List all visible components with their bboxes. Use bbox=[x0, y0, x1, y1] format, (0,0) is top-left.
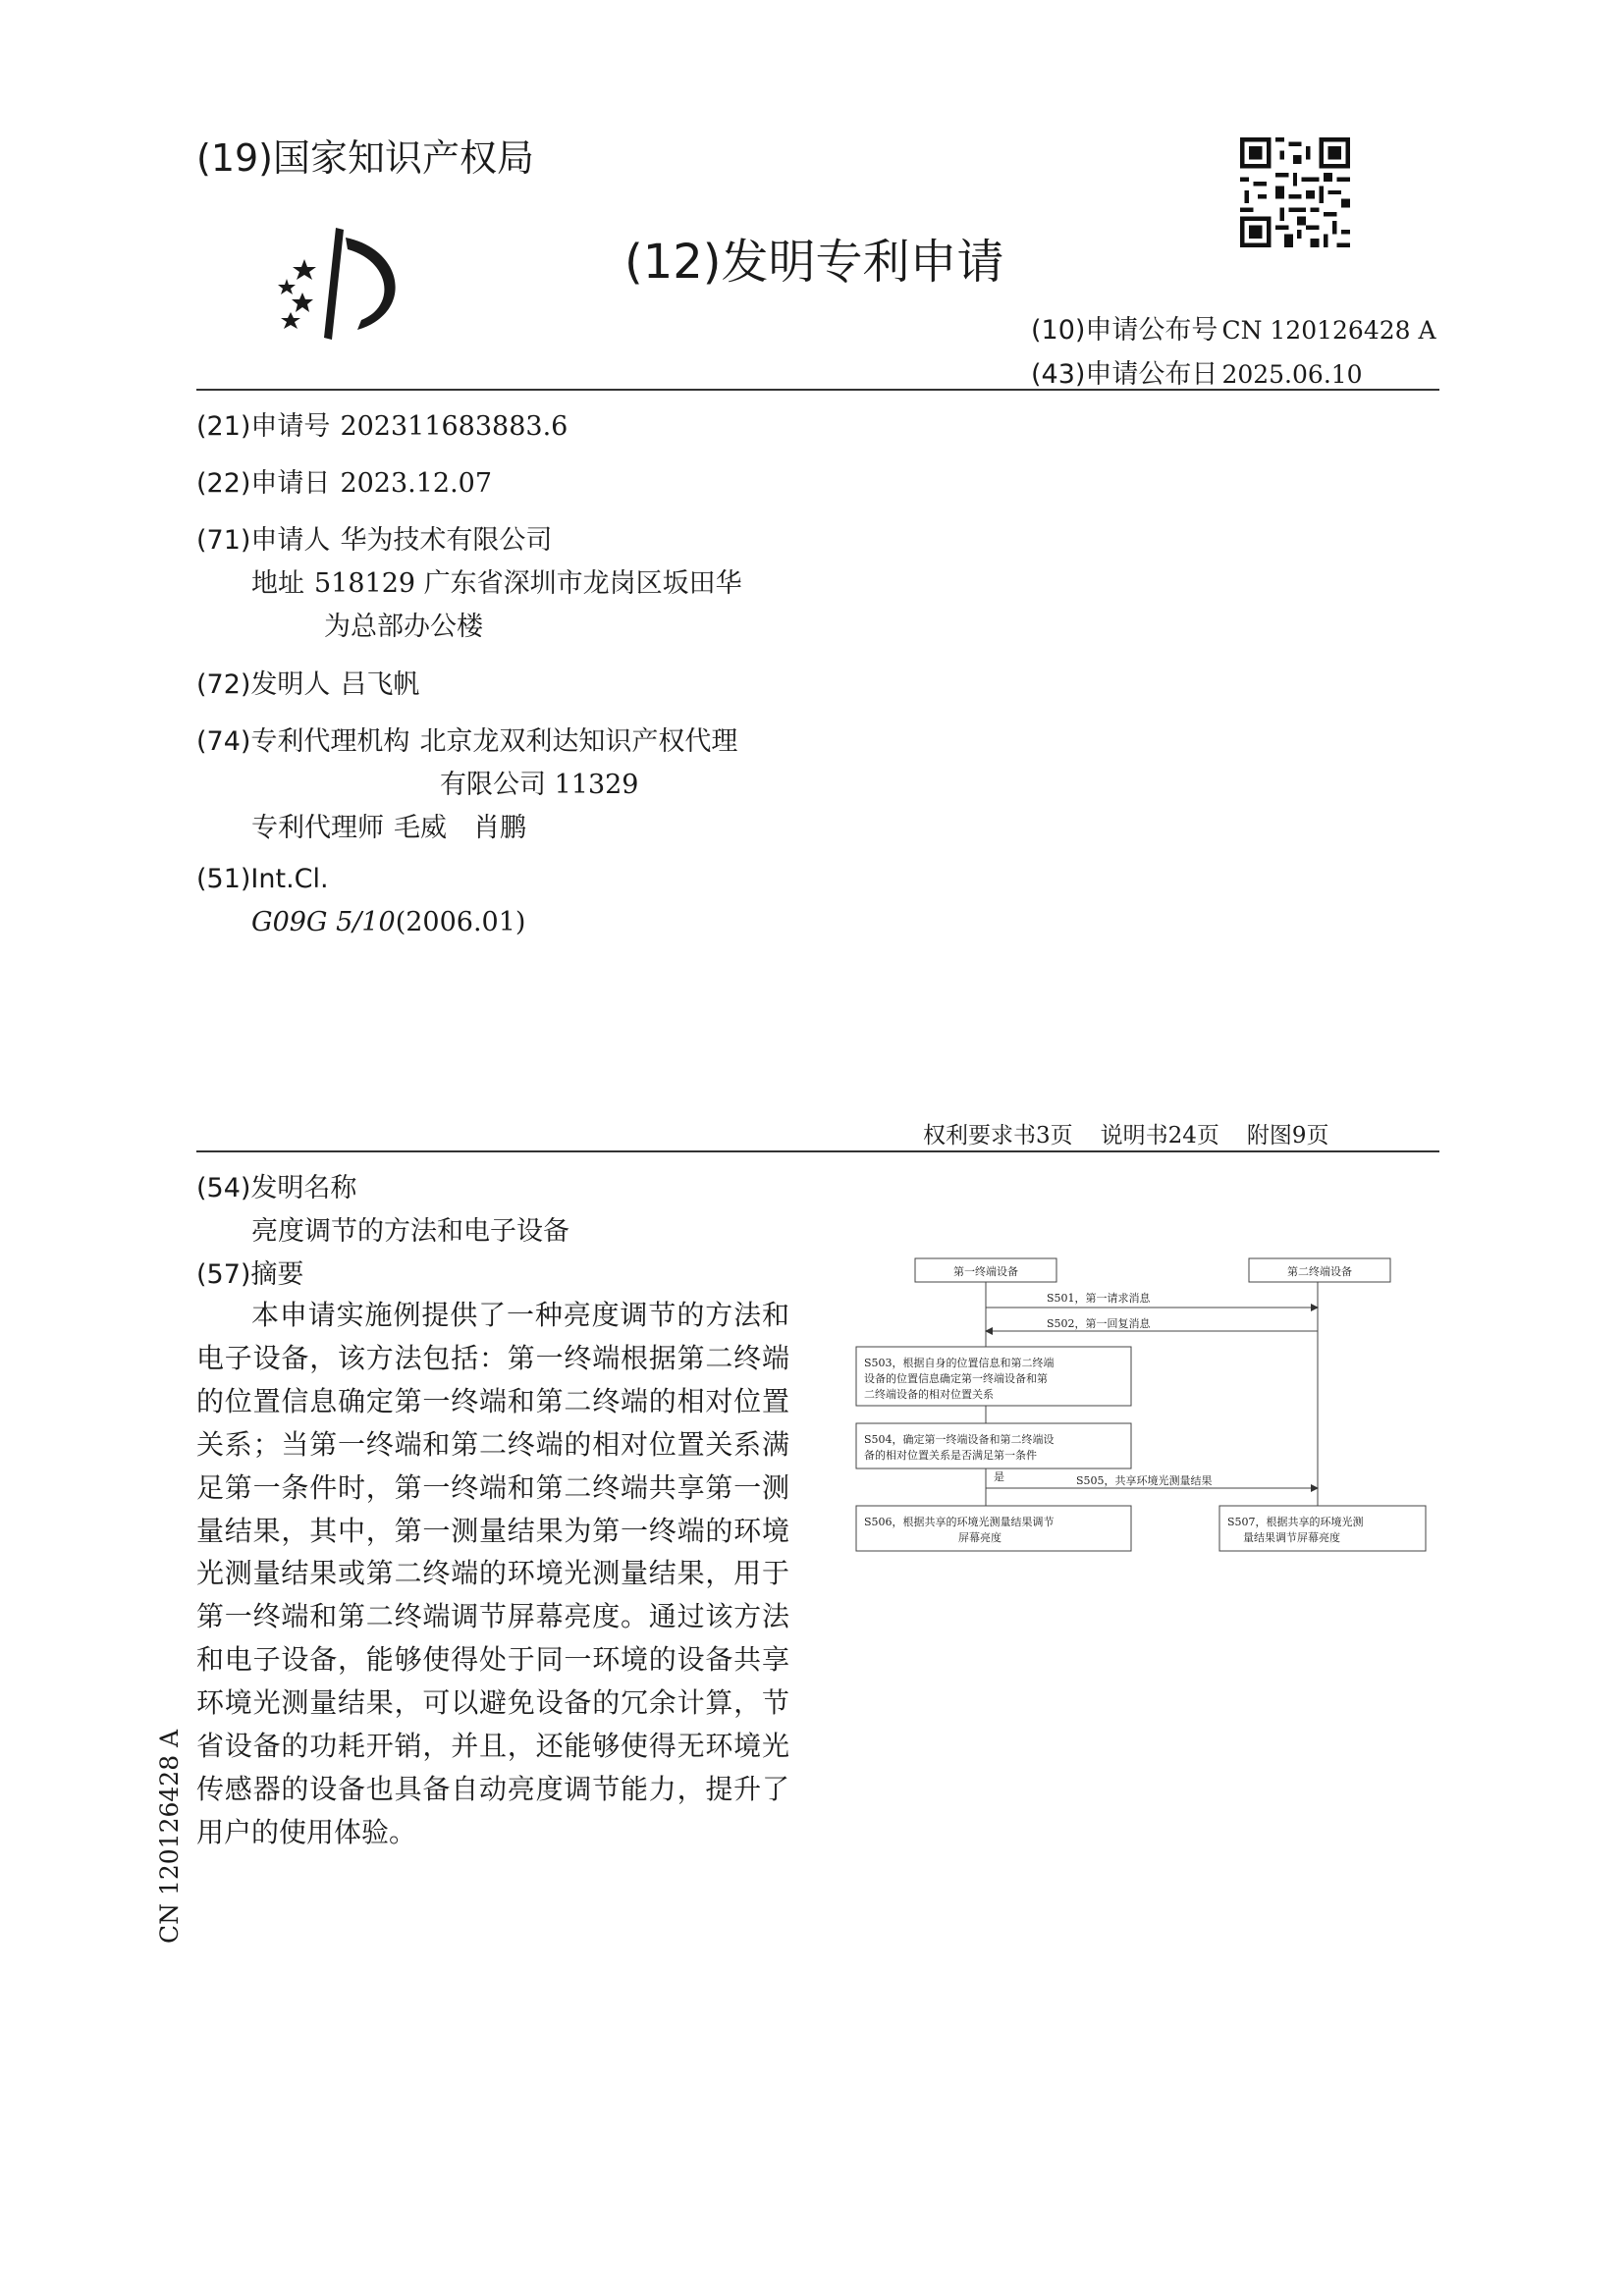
drawings-pages: 附图9页 bbox=[1246, 1123, 1329, 1148]
application-number-label: (21)申请号 bbox=[196, 411, 331, 442]
first-device-label: 第一终端设备 bbox=[953, 1265, 1018, 1278]
s504-box bbox=[856, 1423, 1131, 1468]
inventor: 吕飞帆 bbox=[340, 669, 420, 700]
application-number-row bbox=[196, 404, 568, 443]
s502-label: S502，第一回复消息 bbox=[1047, 1317, 1151, 1330]
s504-line-2: 备的相对位置关系是否满足第一条件 bbox=[864, 1449, 1037, 1462]
intcl-label: (51)Int.Cl. bbox=[196, 864, 329, 894]
applicant: 华为技术有限公司 bbox=[340, 525, 553, 556]
agency-row bbox=[196, 720, 737, 758]
s503-line-2: 设备的位置信息确定第一终端设备和第 bbox=[864, 1372, 1048, 1385]
yes-label: 是 bbox=[994, 1470, 1004, 1483]
s506-line-2: 屏幕亮度 bbox=[958, 1531, 1001, 1544]
agent-row bbox=[251, 806, 526, 844]
publication-date: 2025.06.10 bbox=[1221, 360, 1363, 389]
title-label: (54)发明名称 bbox=[196, 1173, 357, 1203]
address-line-1: 518129 广东省深圳市龙岗区坂田华 bbox=[314, 568, 742, 599]
description-pages: 说明书24页 bbox=[1100, 1123, 1219, 1148]
inventor-label: (72)发明人 bbox=[196, 669, 331, 700]
invention-title: 亮度调节的方法和电子设备 bbox=[251, 1216, 569, 1247]
address-row bbox=[251, 561, 742, 600]
publication-number-row bbox=[1031, 308, 1436, 347]
intcl-code: G09G 5/10 bbox=[251, 907, 396, 937]
s501-label: S501，第一请求消息 bbox=[1047, 1292, 1151, 1305]
qr-code-icon bbox=[1240, 137, 1350, 247]
s507-line-1: S507，根据共享的环境光测 bbox=[1227, 1516, 1364, 1528]
claims-pages: 权利要求书3页 bbox=[923, 1123, 1073, 1148]
application-date-label: (22)申请日 bbox=[196, 468, 331, 499]
publication-date-row bbox=[1031, 352, 1363, 391]
agent: 毛威 肖鹏 bbox=[394, 813, 526, 843]
header-divider bbox=[196, 389, 1439, 391]
side-publication-number: CN 120126428 A bbox=[155, 1729, 184, 1944]
s503-line-3: 二终端设备的相对位置关系 bbox=[864, 1388, 994, 1401]
s507-box bbox=[1219, 1506, 1426, 1551]
office-name: (19)国家知识产权局 bbox=[196, 136, 535, 180]
page-counts bbox=[923, 1117, 1357, 1149]
agent-label: 专利代理师 bbox=[251, 813, 384, 843]
document-type: (12)发明专利申请 bbox=[624, 235, 1004, 290]
agency-label: (74)专利代理机构 bbox=[196, 726, 410, 757]
abstract-label: (57)摘要 bbox=[196, 1259, 304, 1290]
agency-line-1: 北京龙双利达知识产权代理 bbox=[419, 726, 738, 757]
publication-date-label: (43)申请公布日 bbox=[1031, 359, 1218, 390]
applicant-label: (71)申请人 bbox=[196, 525, 331, 556]
s504-line-1: S504，确定第一终端设备和第二终端设 bbox=[864, 1433, 1055, 1446]
s505-label: S505，共享环境光测量结果 bbox=[1076, 1474, 1213, 1487]
application-number: 202311683883.6 bbox=[340, 411, 568, 442]
s503-line-1: S503，根据自身的位置信息和第二终端 bbox=[864, 1357, 1055, 1369]
section-divider bbox=[196, 1150, 1439, 1152]
s506-box bbox=[856, 1506, 1131, 1551]
cnipa-logo bbox=[267, 220, 424, 347]
s506-line-1: S506，根据共享的环境光测量结果调节 bbox=[864, 1516, 1055, 1528]
applicant-row bbox=[196, 518, 552, 557]
publication-number-label: (10)申请公布号 bbox=[1031, 315, 1218, 346]
inventor-row bbox=[196, 663, 419, 701]
s507-line-2: 量结果调节屏幕亮度 bbox=[1243, 1531, 1340, 1544]
intcl-year: (2006.01) bbox=[395, 907, 526, 937]
address-label: 地址 bbox=[251, 568, 304, 599]
application-date-row bbox=[196, 461, 492, 500]
publication-number: CN 120126428 A bbox=[1221, 316, 1436, 345]
agency-line-2: 有限公司 11329 bbox=[440, 770, 639, 800]
application-date: 2023.12.07 bbox=[340, 468, 493, 499]
abstract-text: 本申请实施例提供了一种亮度调节的方法和电子设备，该方法包括：第一终端根据第二终端的位置信息确定第一终端和第二终端的相对位置关系；当第一终端和第二终端的相对位置关系满足第一条件时，第一终端和第二终端共享第一测量结果，其中，第一测量结果为第一终端的环境光测量结果或第二终端的环境光测量结果，用于第一终端和第二终端调节屏幕亮度。通过该方法和电子设备，能够使得处于同一环境的设备共享环境光测量结果，可以避免设备的冗余计算，节省设备的功耗开销，并且，还能够使得无环境光传感器的设备也具备自动亮度调节能力，提升了用户的使用体验。 bbox=[196, 1299, 789, 1848]
abstract-drawing bbox=[850, 1253, 1439, 1586]
second-device-label: 第二终端设备 bbox=[1287, 1265, 1352, 1278]
address-line-2: 为总部办公楼 bbox=[324, 612, 483, 642]
intcl-row bbox=[251, 907, 525, 937]
